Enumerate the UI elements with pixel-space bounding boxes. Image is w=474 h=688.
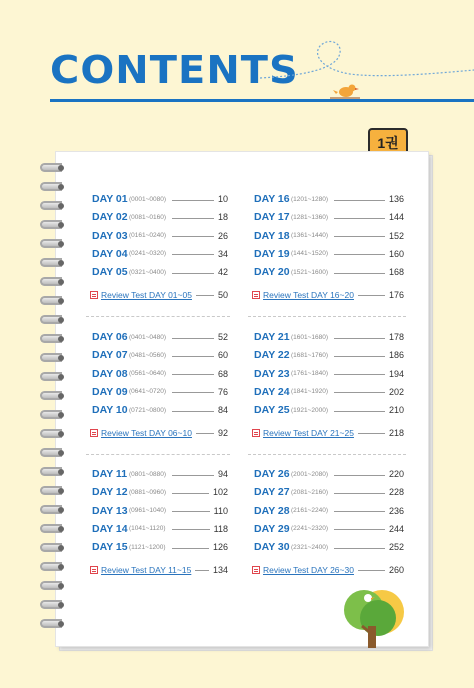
review-test-entry[interactable] <box>252 563 404 577</box>
ring-hole <box>58 203 64 209</box>
leader-line <box>334 236 385 237</box>
ring-hole <box>58 545 64 551</box>
spiral-ring-icon <box>40 219 66 231</box>
day-label: DAY 19 <box>254 247 290 260</box>
page-number: 126 <box>212 542 228 553</box>
word-range: (2081~2160) <box>291 488 329 496</box>
page-number: 152 <box>388 230 404 241</box>
spiral-ring-icon <box>40 485 66 497</box>
leader-line <box>358 570 385 571</box>
word-range: (0961~1040) <box>129 507 167 515</box>
review-test-label: Review Test DAY 16~20 <box>263 289 354 300</box>
contents-entry[interactable] <box>92 504 228 518</box>
page-number: 220 <box>388 469 404 479</box>
word-range: (0721~0800) <box>129 406 167 414</box>
word-range: (1041~1120) <box>129 525 166 533</box>
review-test-entry[interactable] <box>90 426 228 440</box>
contents-entry[interactable] <box>92 522 228 536</box>
page-number: 244 <box>388 523 404 534</box>
contents-entry[interactable] <box>254 330 404 344</box>
leader-line <box>172 218 214 219</box>
word-range: (0081~0160) <box>129 213 167 221</box>
leader-line <box>334 475 385 476</box>
group-separator <box>248 454 406 455</box>
spiral-ring-icon <box>40 409 66 421</box>
word-range: (1921~2000) <box>291 406 329 414</box>
page-number: 102 <box>212 487 228 498</box>
page-number: 50 <box>217 289 228 300</box>
contents-entry[interactable] <box>92 192 228 206</box>
page-number: 10 <box>217 194 228 204</box>
ring-hole <box>58 279 64 285</box>
word-range: (0641~0720) <box>129 388 167 396</box>
page-number: 34 <box>217 248 228 259</box>
contents-entry[interactable] <box>254 385 404 399</box>
page-number: 84 <box>217 405 228 416</box>
contents-entry[interactable] <box>254 348 404 362</box>
review-test-icon <box>90 291 98 299</box>
day-label: DAY 22 <box>254 349 290 362</box>
day-label: DAY 03 <box>92 229 128 242</box>
page-number: 76 <box>217 386 228 397</box>
spiral-ring-icon <box>40 276 66 288</box>
page-number: 186 <box>388 350 404 361</box>
contents-entry[interactable] <box>254 522 404 536</box>
spiral-ring-icon <box>40 466 66 478</box>
word-range: (0161~0240) <box>129 232 167 240</box>
word-range: (1281~1360) <box>291 213 329 221</box>
group-separator <box>248 316 406 317</box>
day-label: DAY 11 <box>92 468 128 480</box>
day-label: DAY 14 <box>92 522 128 535</box>
bird-icon <box>260 30 474 105</box>
ring-hole <box>58 165 64 171</box>
contents-entry[interactable] <box>92 367 228 381</box>
page-number: 236 <box>388 505 404 516</box>
day-label: DAY 26 <box>254 468 290 480</box>
leader-line <box>172 493 209 494</box>
spiral-ring-icon <box>40 599 66 611</box>
word-range: (1681~1760) <box>291 351 329 359</box>
word-range: (1761~1840) <box>291 370 329 378</box>
ring-hole <box>58 602 64 608</box>
page-number: 260 <box>388 564 404 575</box>
leader-line <box>334 254 385 255</box>
review-test-label: Review Test DAY 21~25 <box>263 427 354 438</box>
spiral-ring-icon <box>40 580 66 592</box>
word-range: (1201~1280) <box>291 195 329 203</box>
page-title: CONTENTS <box>50 48 299 92</box>
review-test-entry[interactable] <box>252 426 404 440</box>
leader-line <box>172 548 209 549</box>
review-test-icon <box>90 429 98 437</box>
day-label: DAY 01 <box>92 193 128 205</box>
word-range: (0401~0480) <box>129 333 167 341</box>
page-number: 178 <box>388 332 404 342</box>
volume-tag: 1권 <box>368 128 408 156</box>
day-label: DAY 10 <box>92 404 128 417</box>
leader-line <box>334 529 385 530</box>
word-range: (1841~1920) <box>291 388 329 396</box>
page-number: 160 <box>388 248 404 259</box>
ring-hole <box>58 241 64 247</box>
spiral-ring-icon <box>40 352 66 364</box>
review-test-label: Review Test DAY 26~30 <box>263 564 354 575</box>
spiral-ring-icon <box>40 162 66 174</box>
review-test-icon <box>90 566 98 574</box>
review-test-icon <box>252 291 260 299</box>
day-label: DAY 23 <box>254 367 290 380</box>
contents-entry[interactable] <box>92 210 228 224</box>
word-range: (0001~0080) <box>129 195 167 203</box>
contents-entry[interactable] <box>254 485 404 499</box>
contents-entry[interactable] <box>254 367 404 381</box>
ring-hole <box>58 336 64 342</box>
ring-hole <box>58 469 64 475</box>
leader-line <box>358 295 385 296</box>
word-range: (0561~0640) <box>129 370 167 378</box>
day-label: DAY 09 <box>92 385 128 398</box>
contents-entry[interactable] <box>254 504 404 518</box>
page-number: 42 <box>217 267 228 278</box>
day-label: DAY 16 <box>254 193 290 205</box>
leader-line <box>172 529 210 530</box>
contents-entry[interactable] <box>254 210 404 224</box>
day-label: DAY 28 <box>254 504 290 517</box>
page-number: 144 <box>388 212 404 223</box>
day-label: DAY 07 <box>92 349 128 362</box>
contents-entry[interactable] <box>92 540 228 554</box>
page-number: 94 <box>217 469 228 479</box>
contents-entry[interactable] <box>254 265 404 279</box>
word-range: (1521~1600) <box>291 268 329 276</box>
word-range: (2241~2320) <box>291 525 329 533</box>
word-range: (0321~0400) <box>129 268 167 276</box>
day-label: DAY 08 <box>92 367 128 380</box>
contents-entry[interactable] <box>254 403 404 417</box>
leader-line <box>172 392 214 393</box>
review-test-label: Review Test DAY 11~15 <box>101 564 192 575</box>
ring-hole <box>58 431 64 437</box>
day-label: DAY 21 <box>254 331 290 343</box>
leader-line <box>196 433 214 434</box>
contents-entry[interactable] <box>254 540 404 554</box>
review-test-label: Review Test DAY 06~10 <box>101 427 192 438</box>
spiral-ring-icon <box>40 561 66 573</box>
ring-hole <box>58 488 64 494</box>
contents-entry[interactable] <box>92 385 228 399</box>
leader-line <box>334 338 385 339</box>
page-number: 26 <box>217 230 228 241</box>
ring-hole <box>58 564 64 570</box>
leader-line <box>172 200 214 201</box>
page-number: 194 <box>388 368 404 379</box>
page-number: 118 <box>213 523 228 534</box>
spiral-ring-icon <box>40 523 66 535</box>
spiral-ring-icon <box>40 257 66 269</box>
page-number: 168 <box>388 267 404 278</box>
day-label: DAY 06 <box>92 331 128 343</box>
leader-line <box>334 273 385 274</box>
day-label: DAY 12 <box>92 486 128 499</box>
day-label: DAY 18 <box>254 229 290 242</box>
page-number: 18 <box>217 212 228 223</box>
contents-entry[interactable] <box>254 229 404 243</box>
leader-line <box>334 511 385 512</box>
leader-line <box>196 295 214 296</box>
page-number: 176 <box>388 289 404 300</box>
spiral-ring-icon <box>40 295 66 307</box>
page-number: 60 <box>217 350 228 361</box>
day-label: DAY 27 <box>254 486 290 499</box>
leader-line <box>172 374 214 375</box>
spiral-ring-icon <box>40 238 66 250</box>
spiral-ring-icon <box>40 200 66 212</box>
ring-hole <box>58 184 64 190</box>
page-number: 202 <box>388 386 404 397</box>
ring-hole <box>58 450 64 456</box>
leader-line <box>172 356 214 357</box>
page-number: 110 <box>213 505 228 516</box>
ring-hole <box>58 526 64 532</box>
day-label: DAY 17 <box>254 211 290 224</box>
leader-line <box>172 475 214 476</box>
leader-line <box>334 200 385 201</box>
spiral-ring-icon <box>40 618 66 630</box>
day-label: DAY 20 <box>254 266 290 279</box>
word-range: (0801~0880) <box>129 470 167 478</box>
ring-hole <box>58 355 64 361</box>
contents-entry[interactable] <box>92 485 228 499</box>
day-label: DAY 24 <box>254 385 290 398</box>
spiral-ring-icon <box>40 333 66 345</box>
spiral-ring-icon <box>40 314 66 326</box>
day-label: DAY 29 <box>254 522 290 535</box>
page-number: 92 <box>217 427 228 438</box>
leader-line <box>172 511 210 512</box>
spiral-ring-icon <box>40 447 66 459</box>
word-range: (2321~2400) <box>291 543 329 551</box>
page-number: 252 <box>388 542 404 553</box>
group-separator <box>86 454 230 455</box>
ring-hole <box>58 317 64 323</box>
ring-hole <box>58 412 64 418</box>
day-label: DAY 05 <box>92 266 128 279</box>
leader-line <box>334 548 385 549</box>
page-number: 218 <box>388 427 404 438</box>
review-test-entry[interactable] <box>90 288 228 302</box>
word-range: (0481~0560) <box>129 351 167 359</box>
page-number: 68 <box>217 368 228 379</box>
ring-hole <box>58 222 64 228</box>
leader-line <box>334 411 385 412</box>
word-range: (1361~1440) <box>291 232 329 240</box>
ring-hole <box>58 507 64 513</box>
group-separator <box>86 316 230 317</box>
review-test-entry[interactable] <box>90 563 228 577</box>
contents-entry[interactable] <box>254 247 404 261</box>
spiral-ring-icon <box>40 390 66 402</box>
leader-line <box>334 374 385 375</box>
word-range: (2001~2080) <box>291 470 329 478</box>
page-number: 134 <box>212 564 228 575</box>
tree-icon <box>338 582 408 650</box>
ring-hole <box>58 393 64 399</box>
review-test-icon <box>252 429 260 437</box>
day-label: DAY 15 <box>92 541 128 554</box>
word-range: (0241~0320) <box>129 250 167 258</box>
leader-line <box>358 433 385 434</box>
word-range: (2161~2240) <box>291 507 329 515</box>
day-label: DAY 30 <box>254 541 290 554</box>
ring-hole <box>58 298 64 304</box>
leader-line <box>172 236 214 237</box>
review-test-icon <box>252 566 260 574</box>
word-range: (1441~1520) <box>291 250 329 258</box>
contents-entry[interactable] <box>92 265 228 279</box>
word-range: (1601~1680) <box>291 333 329 341</box>
leader-line <box>334 493 385 494</box>
spiral-ring-icon <box>40 371 66 383</box>
contents-entry[interactable] <box>92 247 228 261</box>
contents-entry[interactable] <box>92 403 228 417</box>
day-label: DAY 13 <box>92 504 128 517</box>
review-test-entry[interactable] <box>252 288 404 302</box>
word-range: (1121~1200) <box>129 543 166 551</box>
leader-line <box>334 218 385 219</box>
contents-entry[interactable] <box>92 348 228 362</box>
page-number: 228 <box>388 487 404 498</box>
leader-line <box>172 254 214 255</box>
contents-entry[interactable] <box>254 192 404 206</box>
ring-hole <box>58 374 64 380</box>
contents-entry[interactable] <box>92 229 228 243</box>
ring-hole <box>58 260 64 266</box>
page-number: 52 <box>217 332 228 342</box>
review-test-label: Review Test DAY 01~05 <box>101 289 192 300</box>
day-label: DAY 25 <box>254 404 290 417</box>
leader-line <box>172 273 214 274</box>
contents-entry[interactable] <box>92 467 228 481</box>
day-label: DAY 02 <box>92 211 128 224</box>
word-range: (0881~0960) <box>129 488 167 496</box>
leader-line <box>334 356 385 357</box>
spiral-ring-icon <box>40 504 66 516</box>
leader-line <box>334 392 385 393</box>
contents-entry[interactable] <box>92 330 228 344</box>
page-number: 136 <box>388 194 404 204</box>
leader-line <box>172 411 214 412</box>
leader-line <box>172 338 214 339</box>
spiral-ring-icon <box>40 428 66 440</box>
page-number: 210 <box>388 405 404 416</box>
contents-entry[interactable] <box>254 467 404 481</box>
spiral-ring-icon <box>40 542 66 554</box>
leader-line <box>195 570 209 571</box>
day-label: DAY 04 <box>92 247 128 260</box>
ring-hole <box>58 583 64 589</box>
spiral-ring-icon <box>40 181 66 193</box>
ring-hole <box>58 621 64 627</box>
